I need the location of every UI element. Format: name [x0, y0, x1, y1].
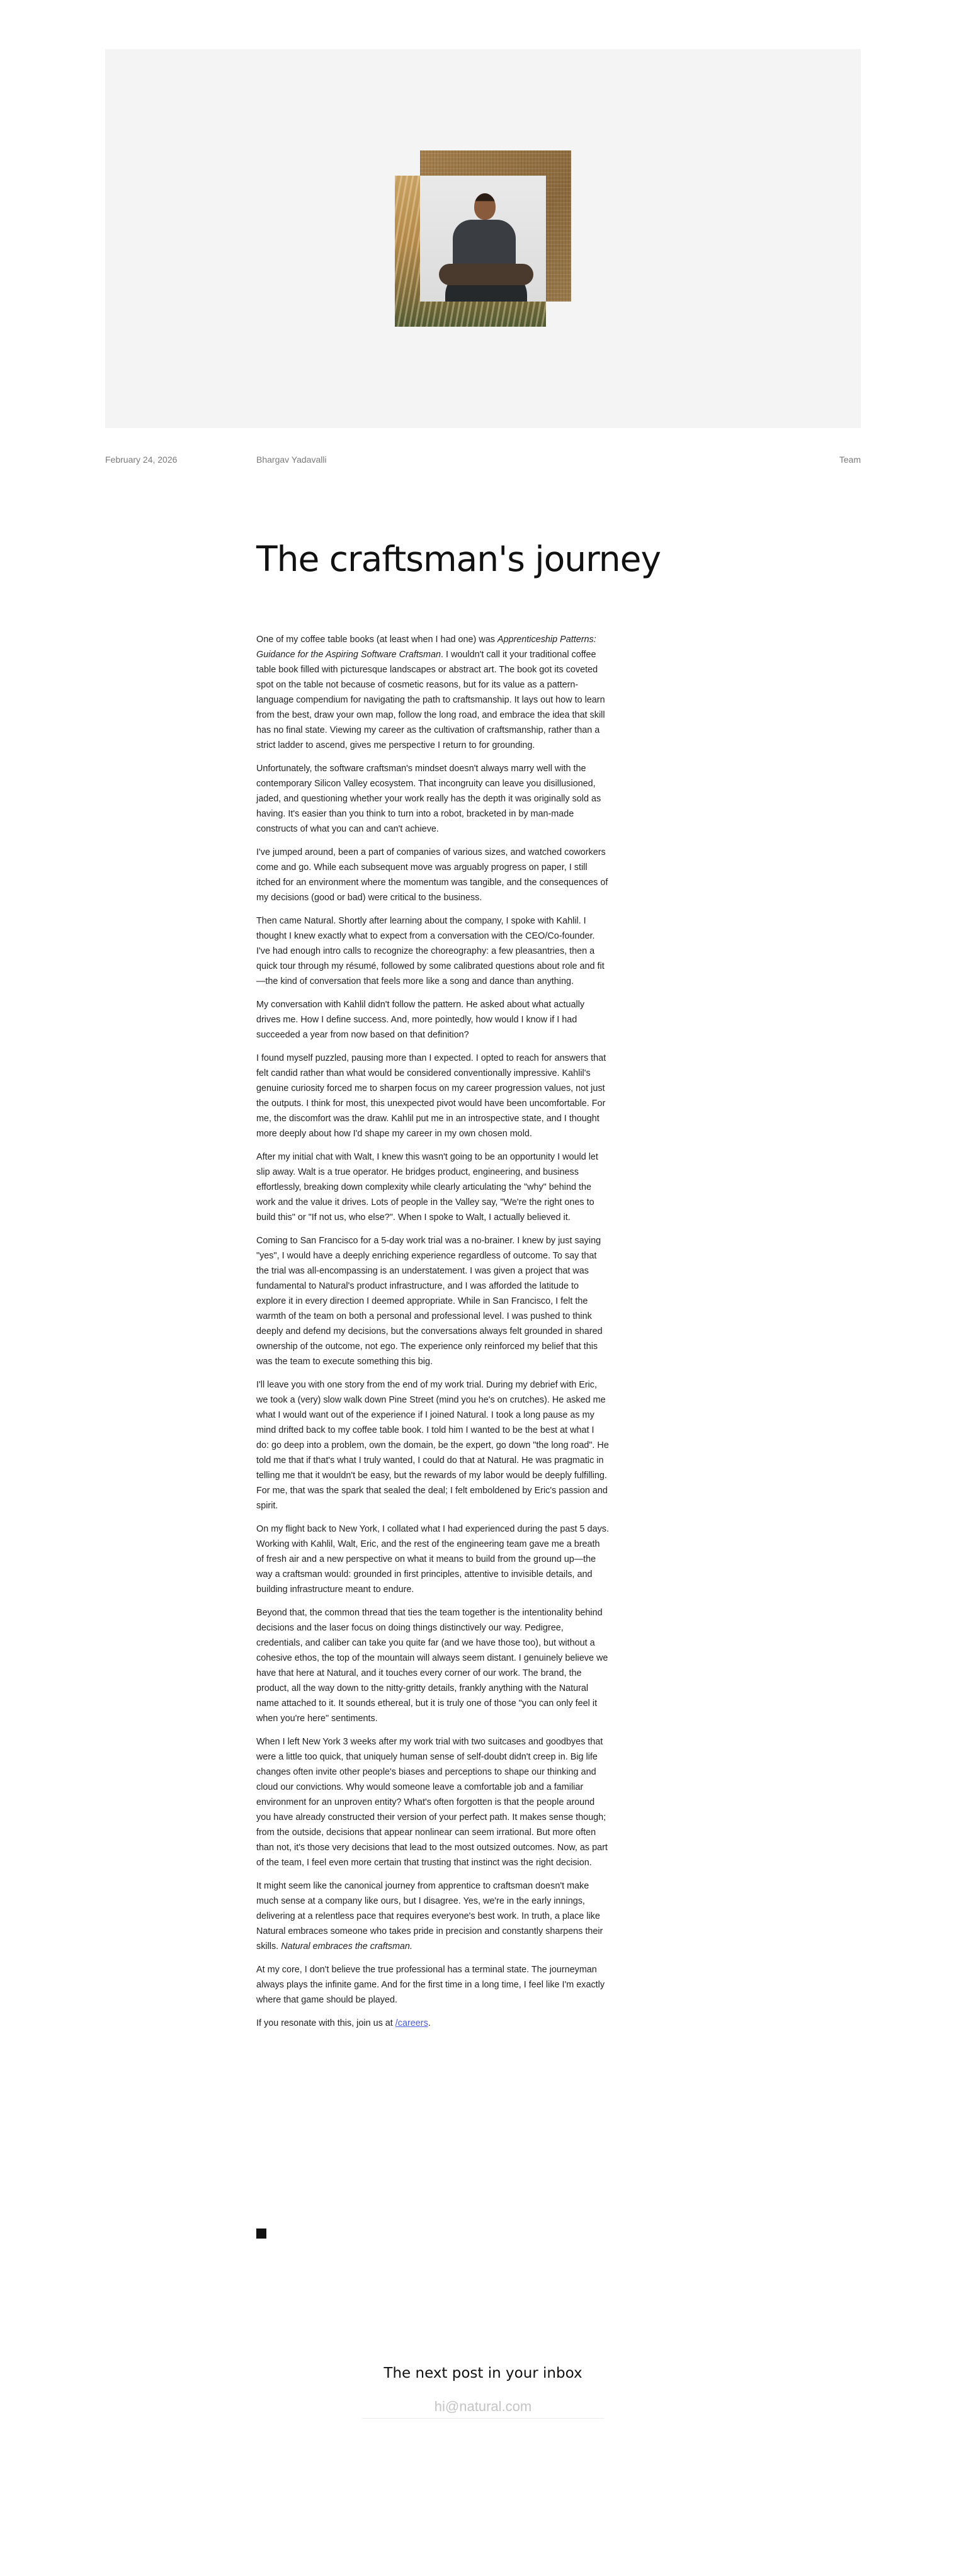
- article-paragraph: At my core, I don't believe the true professional has a terminal state. The journeyman always plays the infinite game. And for the first time in a long time, I feel like I'm exactly where that game should be played.: [256, 1965, 605, 2005]
- article-paragraph: My conversation with Kahlil didn't follow the pattern. He asked about what actually drives me. How I define success. And, more pointedly, how would I know if I had succeeded a year from now based on that definition?: [256, 1000, 585, 1040]
- article-paragraph: It might seem like the canonical journey from apprentice to craftsman doesn't make much sense at a company like ours, but I disagree. Yes, we're in the early innings, delivering at a relentless pace that requires everyone's best work. In truth, a place like Natural embraces someone who takes pride in precision and constantly sharpens their skills. Natural embraces the craftsman.: [256, 1881, 603, 1952]
- article-paragraph: I've jumped around, been a part of companies of various sizes, and watched coworkers come and go. While each subsequent move was arguably progress on paper, I still itched for an environment where the momentum was tangible, and the consequences of my decisions (good or bad) were critical to the business.: [256, 847, 608, 903]
- emphasis-text: Natural embraces the craftsman.: [281, 1941, 412, 1952]
- article-paragraph: I'll leave you with one story from the end of my work trial. During my debrief with Eric, we took a (very) slow walk down Pine Street (mind you he's on crutches). He asked me what I would want out of the experience if I joined Natural. I took a long pause as my mind drifted back to my coffee table book. I told him I wanted to be the best at what I do: go deep into a problem, own the domain, be the expert, go down "the long road". He told me that if that's what I truly wanted, I could do that at Natural. He was pragmatic in telling me that it wouldn't be easy, but the rewards of my labor would be deeply fulfilling. For me, that was the spark that sealed the deal; I felt emboldened by Eric's passion and spirit.: [256, 1380, 609, 1511]
- article-paragraph: On my flight back to New York, I collated what I had experienced during the past 5 days. Working with Kahlil, Walt, Eric, and the rest of the engineering team gave me a breath of fresh air and a new perspective on what it means to build from the ground up—the way a craftsman would: grounded in first principles, attentive to invisible details, and building infrastructure meant to endure.: [256, 1524, 609, 1595]
- post-category[interactable]: Team: [839, 455, 861, 465]
- person-head: [474, 193, 496, 220]
- article-paragraph: One of my coffee table books (at least when I had one) was Apprenticeship Patterns: Guidance for the Aspiring Software Craftsman. I wouldn't call it your traditional coffee table book filled with picturesque landscapes or abstract art. The book got its coveted spot on the table not because of cosmetic reasons, but for its value as a pattern-language compendium for navigating the path to craftsmanship. It lays out how to learn from the best, draw your own map, follow the long road, and embrace the idea that skill has no final state. Viewing my career as the cultivation of craftsmanship, rather than a strict ladder to ascend, gives me perspective I return to for grounding.: [256, 635, 605, 750]
- page-title: The craftsman's journey: [256, 539, 661, 579]
- article-paragraph: Then came Natural. Shortly after learning about the company, I spoke with Kahlil. I thought I knew exactly what to expect from a conversation with the CEO/Co-founder. I've had enough intro calls to recognize the choreography: a few pleasantries, then a quick tour through my résumé, followed by some calibrated questions about role and fit—the kind of conversation that feels more like a song and dance than anything.: [256, 916, 605, 986]
- person-legs: [439, 264, 533, 285]
- person-body: [453, 220, 516, 270]
- article-paragraph: Beyond that, the common thread that ties the team together is the intentionality behind decisions and the laser focus on doing things distinctively our way. Pedigree, credentials, and caliber can take you quite far (and we have those too), but without a cohesive ethos, the top of the mountain will always seem distant. I genuinely believe we have that here at Natural, and it touches every corner of our work. The brand, the product, all the way down to the nitty-gritty details, frankly anything with the Natural name attached to it. It sounds ethereal, but it is truly one of those "you can only feel it when you're here" sentiments.: [256, 1608, 608, 1724]
- post-author[interactable]: Bhargav Yadavalli: [256, 455, 327, 465]
- end-of-article-mark: [256, 2229, 266, 2239]
- author-photo-collage: [395, 150, 571, 327]
- careers-cta: If you resonate with this, join us at /careers.: [256, 2018, 431, 2028]
- careers-link[interactable]: /careers: [395, 2018, 428, 2028]
- article-body: [256, 632, 609, 2039]
- email-input[interactable]: [362, 2395, 604, 2419]
- hero-banner: [105, 49, 861, 428]
- post-date: February 24, 2026: [105, 455, 178, 465]
- article-paragraph: After my initial chat with Walt, I knew this wasn't going to be an opportunity I would let slip away. Walt is a true operator. He bridges product, engineering, and business effortlessly, breaking down complexity while clearly articulating the "why" behind the work and the value it drives. Lots of people in the Valley say, "We're the right ones to build this" or "If not us, who else?". When I spoke to Walt, I actually believed it.: [256, 1152, 598, 1223]
- newsletter-signup: [357, 2365, 609, 2419]
- book-title: Apprenticeship Patterns: Guidance for the Aspiring Software Craftsman: [256, 635, 596, 660]
- article-paragraph: When I left New York 3 weeks after my work trial with two suitcases and goodbyes that were a little too quick, that uniquely human sense of self-doubt didn't creep in. Big life changes often invite other people's biases and perceptions to shape our thinking and cloud our convictions. Why would someone leave a comfortable job and a familiar environment for an unproven entity? What's often forgotten is that the people around you have already constructed their version of your perfect path. It makes sense though; from the outside, decisions that appear nonlinear can seem irrational. But more often than not, it's those very decisions that lead to the most outsized outcomes. Now, as part of the team, I feel even more certain that trusting that instinct was the right decision.: [256, 1737, 608, 1868]
- article-paragraph: I found myself puzzled, pausing more than I expected. I opted to reach for answers that felt candid rather than what would be considered conventionally impressive. Kahlil's genuine curiosity forced me to sharpen focus on my career progression values, not just the outputs. I think for most, this unexpected pivot would have been uncomfortable. For me, the discomfort was the draw. Kahlil put me in an introspective state, and I thought more deeply about how I'd shape my career in my own chosen mold.: [256, 1053, 606, 1139]
- author-portrait: [420, 176, 546, 302]
- article-paragraph: Coming to San Francisco for a 5-day work trial was a no-brainer. I knew by just saying "yes", I would have a deeply enriching experience regardless of outcome. To say that the trial was all-encompassing is an understatement. I was given a project that was fundamental to Natural's product infrastructure, and I was afforded the latitude to explore it in every direction I deemed appropriate. While in San Francisco, I felt the warmth of the team on both a personal and professional level. I was pushed to think deeply and defend my decisions, but the conversations always felt grounded in shared ownership of the outcome, not ego. The experience only reinforced my belief that this was the team to execute something this big.: [256, 1236, 603, 1367]
- post-meta: [105, 455, 861, 467]
- article-paragraph: Unfortunately, the software craftsman's mindset doesn't always marry well with the contemporary Silicon Valley ecosystem. That incongruity can leave you disillusioned, jaded, and questioning whether your work really has the depth it was originally sold as having. It's easier than you think to turn into a robot, bracketed in by man-made constructs of what you can and can't achieve.: [256, 764, 601, 834]
- newsletter-heading: The next post in your inbox: [384, 2365, 582, 2381]
